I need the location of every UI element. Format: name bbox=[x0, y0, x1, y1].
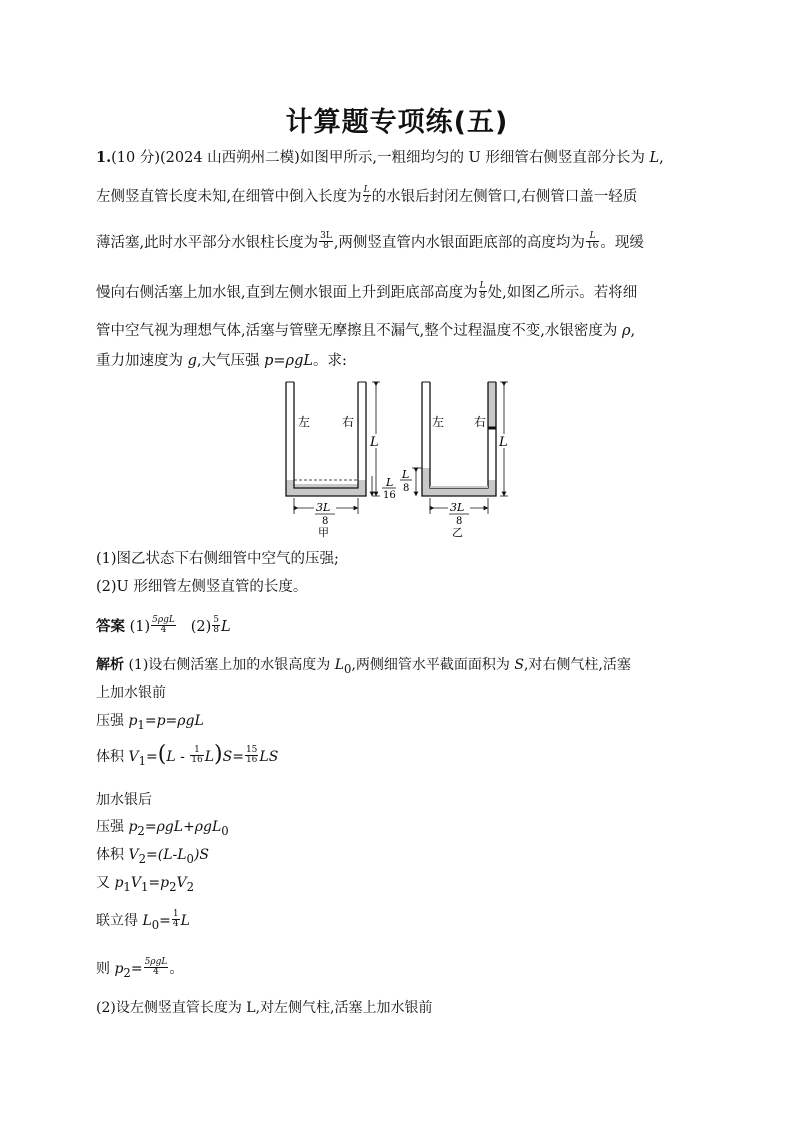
paren-open: ( bbox=[157, 742, 167, 767]
problem-text: 慢向右侧活塞上加水银,直到左侧水银面上升到距底部高度为 bbox=[96, 285, 478, 301]
math-p: p bbox=[160, 875, 170, 891]
answer-part-1: (1) bbox=[129, 619, 151, 635]
subscript: 1 bbox=[138, 753, 146, 768]
problem-text: 。求: bbox=[313, 353, 347, 369]
math-pressure: p=ρgL bbox=[264, 353, 313, 369]
problem-text: 管中空气视为理想气体,活塞与管壁无摩擦且不漏气,整个过程温度不变,水银密度为 bbox=[96, 323, 622, 339]
frac-den: 4 bbox=[172, 918, 179, 929]
fraction-three-eighths bbox=[319, 232, 333, 251]
problem-line-4 bbox=[96, 280, 638, 303]
frac-den: 16 bbox=[245, 754, 258, 765]
tube-jia-inner bbox=[294, 382, 358, 488]
math-p: p bbox=[128, 713, 138, 729]
solution-volume-2 bbox=[96, 845, 209, 869]
u-tube-figure bbox=[280, 374, 520, 540]
mercury-yi-inner-fill bbox=[430, 486, 488, 488]
solution-text: 压强 bbox=[96, 713, 129, 729]
frac-den: 16 bbox=[191, 754, 203, 765]
subscript: 1 bbox=[140, 879, 149, 894]
dim-bottom-num-jia: 3L bbox=[316, 501, 331, 514]
tube-yi-inner bbox=[430, 382, 488, 488]
label-right-jia: 右 bbox=[342, 415, 355, 429]
dim-h-num-yi: L bbox=[402, 468, 410, 481]
math-V: V bbox=[176, 875, 187, 891]
fraction-half bbox=[363, 186, 371, 205]
frac-num: 1 bbox=[190, 746, 203, 756]
frac-num: L bbox=[479, 280, 486, 291]
math-rho: ρ bbox=[621, 323, 631, 339]
frac-num: 3L bbox=[320, 230, 332, 241]
subscript: 0 bbox=[186, 851, 194, 866]
answer-line bbox=[96, 614, 231, 637]
math-expr: L - bbox=[166, 749, 190, 765]
dim-L-yi: L bbox=[499, 435, 508, 450]
subscript: 0 bbox=[221, 823, 229, 838]
problem-line-3 bbox=[96, 230, 644, 253]
dim-h-num-jia: L bbox=[386, 476, 394, 489]
solution-text: (1)设右侧活塞上加的水银高度为 bbox=[128, 657, 335, 673]
frac-num: 5ρgL bbox=[144, 956, 168, 967]
frac-den: 8 bbox=[213, 624, 220, 635]
solution-p2 bbox=[96, 956, 184, 983]
subscript: 2 bbox=[169, 879, 177, 894]
dim-bottom-num-yi: 3L bbox=[450, 501, 465, 514]
problem-text: ,两侧竖直管内水银面距底部的高度均为 bbox=[333, 235, 585, 251]
mercury-jia-horizontal bbox=[294, 484, 358, 490]
solution-line-after: 加水银后 bbox=[96, 792, 152, 808]
frac-num: L bbox=[589, 230, 596, 241]
fraction-p2 bbox=[144, 958, 169, 977]
figure-jia bbox=[286, 382, 396, 539]
label-right-yi: 右 bbox=[474, 415, 487, 429]
problem-text: ,大气压强 bbox=[196, 353, 265, 369]
problem-text: 如图甲所示,一粗细均匀的 U 形细管右侧竖直部分长为 bbox=[299, 150, 650, 166]
math-eq: = bbox=[159, 913, 171, 929]
problem-line-1 bbox=[96, 148, 664, 168]
problem-meta: (10 分)(2024 山西朔州二模) bbox=[111, 150, 300, 166]
answer-label: 答案 bbox=[96, 619, 125, 635]
math-p: p bbox=[114, 961, 124, 977]
math-L: L bbox=[649, 150, 660, 166]
caption-jia: 甲 bbox=[318, 526, 329, 539]
solution-text: ,对右侧气柱,活塞 bbox=[523, 657, 631, 673]
math-V: V bbox=[128, 847, 139, 863]
dim-bottom-den-yi: 8 bbox=[456, 516, 463, 527]
problem-text: , bbox=[659, 150, 664, 166]
problem-text: , bbox=[630, 323, 636, 339]
problem-text: 薄活塞,此时水平部分水银柱长度为 bbox=[96, 235, 319, 251]
fraction-15-16 bbox=[245, 746, 258, 765]
figure-yi bbox=[400, 382, 512, 539]
frac-num: 1 bbox=[172, 908, 179, 919]
frac-den: 4 bbox=[160, 624, 167, 635]
question-2: (2)U 形细管左侧竖直管的长度。 bbox=[96, 579, 308, 595]
frac-den: 8 bbox=[323, 240, 329, 251]
math-p: p bbox=[128, 819, 138, 835]
math-eq: = bbox=[130, 961, 143, 977]
solution-text: 体积 bbox=[96, 847, 129, 863]
frac-den: 16 bbox=[586, 240, 599, 251]
solution-line-2: 上加水银前 bbox=[96, 685, 166, 701]
fraction-1-4 bbox=[172, 910, 180, 929]
math-L: L bbox=[142, 913, 152, 929]
frac-den: 2 bbox=[363, 194, 370, 205]
math-eq: = bbox=[148, 875, 161, 891]
solution-text: 压强 bbox=[96, 819, 129, 835]
frac-num: 15 bbox=[245, 744, 258, 755]
mercury-yi-right-lower bbox=[488, 480, 496, 496]
solution-part-2: (2)设左侧竖直管长度为 L,对左侧气柱,活塞上加水银前 bbox=[96, 1000, 433, 1016]
frac-num: 5 bbox=[213, 614, 220, 625]
fraction-1-16 bbox=[190, 746, 203, 765]
solution-text: 。 bbox=[169, 961, 184, 977]
paren-close: ) bbox=[214, 742, 223, 767]
page-title: 计算题专项练(五) bbox=[285, 107, 509, 138]
problem-text: 处,如图乙所示。若将细 bbox=[487, 285, 638, 301]
problem-line-6 bbox=[96, 351, 347, 371]
caption-yi: 乙 bbox=[452, 526, 463, 539]
frac-num: L bbox=[363, 184, 370, 195]
tube-yi-outer bbox=[422, 382, 496, 496]
solution-pressure-1 bbox=[96, 711, 204, 735]
math-V: V bbox=[130, 875, 141, 891]
answer-1-fraction bbox=[151, 616, 176, 635]
solution-text: 联立得 bbox=[96, 913, 143, 929]
subscript: 0 bbox=[344, 661, 352, 676]
solution-text: 又 bbox=[96, 875, 115, 891]
subscript: 2 bbox=[138, 851, 146, 866]
solution-L0 bbox=[96, 908, 190, 935]
solution-volume-1 bbox=[96, 742, 279, 771]
dim-h-den-jia: 16 bbox=[383, 490, 396, 501]
label-left-jia: 左 bbox=[298, 415, 311, 429]
solution-pressure-2 bbox=[96, 817, 229, 841]
frac-den: 8 bbox=[479, 290, 486, 301]
answer-2-unit: L bbox=[221, 619, 231, 635]
dim-h-den-yi: 8 bbox=[403, 483, 410, 494]
solution-boyle bbox=[96, 873, 194, 897]
problem-line-5 bbox=[96, 321, 635, 341]
dim-bottom-den-jia: 8 bbox=[322, 516, 329, 527]
math-expr: S= bbox=[222, 749, 244, 765]
tube-jia-outer bbox=[286, 382, 366, 496]
math-V: V bbox=[128, 749, 139, 765]
frac-den: 4 bbox=[153, 966, 159, 977]
solution-line-1 bbox=[96, 655, 631, 679]
question-1: (1)图乙状态下右侧细管中空气的压强; bbox=[96, 551, 339, 567]
subscript: 0 bbox=[151, 917, 160, 932]
math-expr: =p=ρgL bbox=[144, 713, 204, 729]
math-L0: L bbox=[334, 657, 345, 673]
answer-part-2: (2) bbox=[190, 619, 212, 635]
problem-text: 重力加速度为 bbox=[96, 353, 188, 369]
math-expr: =ρgL+ρgL bbox=[144, 819, 222, 835]
math-p: p bbox=[114, 875, 124, 891]
math-eq: = bbox=[146, 749, 158, 765]
math-expr: L bbox=[204, 749, 215, 765]
math-expr: )S bbox=[193, 847, 210, 863]
subscript: 2 bbox=[137, 823, 145, 838]
dim-L-jia: L bbox=[370, 435, 379, 450]
problem-text: 左侧竖直管长度未知,在细管中倒入长度为 bbox=[96, 189, 362, 205]
subscript: 2 bbox=[123, 965, 131, 980]
solution-label: 解析 bbox=[96, 657, 124, 673]
label-left-yi: 左 bbox=[432, 415, 445, 429]
math-expr: LS bbox=[259, 749, 279, 765]
solution-text: ,两侧细管水平截面面积为 bbox=[351, 657, 515, 673]
fraction-eighth bbox=[479, 282, 487, 301]
problem-text: 。现缓 bbox=[600, 235, 644, 251]
problem-text: 的水银后封闭左侧管口,右侧管口盖一轻质 bbox=[371, 189, 638, 205]
frac-num: 5ρgL bbox=[152, 614, 175, 625]
problem-line-2 bbox=[96, 184, 638, 207]
subscript: 2 bbox=[186, 879, 195, 894]
subscript: 1 bbox=[137, 717, 145, 732]
problem-number: 1. bbox=[96, 149, 112, 166]
math-expr: =(L-L bbox=[146, 847, 187, 863]
fraction-sixteenth bbox=[586, 232, 599, 251]
math-S: S bbox=[514, 657, 524, 673]
mercury-yi-right bbox=[488, 382, 496, 428]
answer-2-fraction bbox=[212, 616, 220, 635]
math-g: g bbox=[187, 353, 197, 369]
solution-text: 体积 bbox=[96, 749, 129, 765]
solution-text: 则 bbox=[96, 961, 115, 977]
math-L: L bbox=[180, 913, 190, 929]
subscript: 1 bbox=[123, 879, 131, 894]
